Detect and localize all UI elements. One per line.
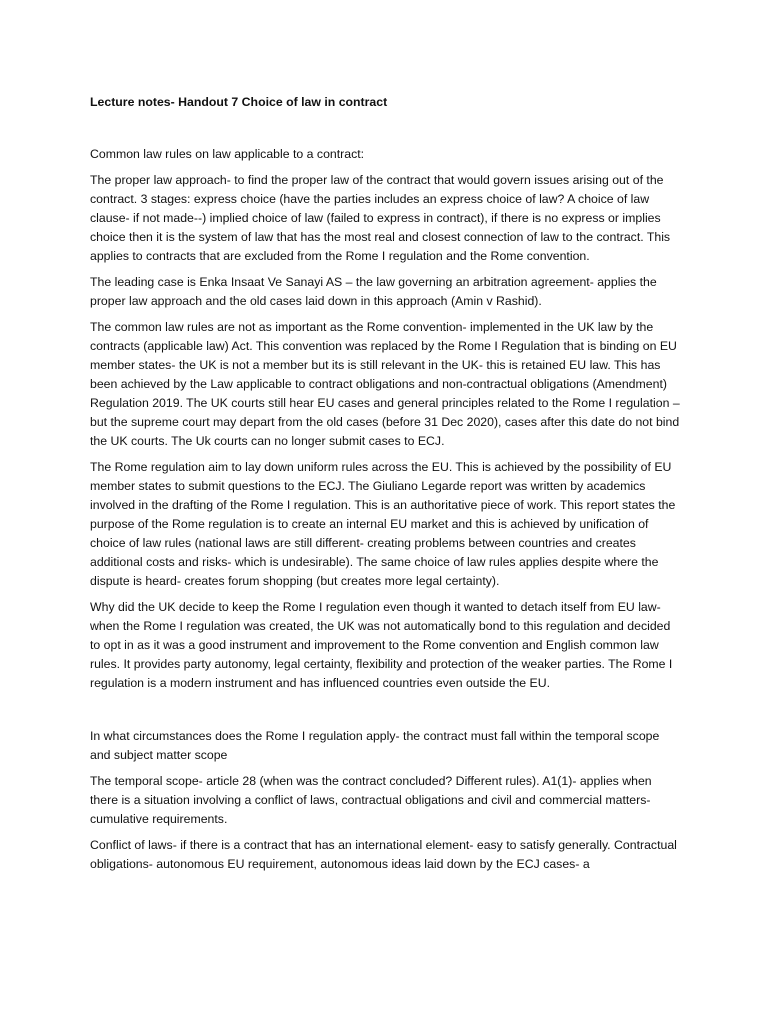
- section-spacer: [90, 700, 682, 727]
- paragraph-leading-case: The leading case is Enka Insaat Ve Sanayi AS – the law governing an arbitration agreement- applies the proper law approach and the old cases laid down in this approach (Amin v Rashid).: [90, 275, 657, 308]
- paragraph-common-law-heading: Common law rules on law applicable to a contract:: [90, 147, 365, 161]
- paragraph-rome-regulation-aim: The Rome regulation aim to lay down uniform rules across the EU. This is achieved by the possibility of EU member states to submit questions to the ECJ. The Giuliano Legarde report was written by academics involved in the drafting of the Rome I regulation. This is an authoritative piece of work. This report states the purpose of the Rome regulation is to create an internal EU market and this is achieved by unification of choice of law rules (national laws are still different- creating problems between countries and creates additional costs and risks- which is undesirable). The same choice of law rules applies despite where the dispute is heard- creates forum shopping (but creates more legal certainty).: [90, 460, 676, 588]
- document-title: Lecture notes- Handout 7 Choice of law in contract: [90, 95, 388, 109]
- paragraph-uk-decision: Why did the UK decide to keep the Rome I regulation even though it wanted to detach itself from EU law- when the Rome I regulation was created, the UK was not automatically bond to this regulation and decided to opt in as it was a good instrument and improvement to the Rome convention and English common law rules. It provides party autonomy, legal certainty, flexibility and protection of the weaker parties. The Rome I regulation is a modern instrument and has influenced countries even outside the EU.: [90, 600, 673, 690]
- paragraph-rome-convention: The common law rules are not as important as the Rome convention- implemented in the UK law by the contracts (applicable law) Act. This convention was replaced by the Rome I Regulation that is binding on EU member states- the UK is not a member but its is still relevant in the UK- this is retained EU law. This has been achieved by the Law applicable to contract obligations and non-contractual obligations (Amendment) Regulation 2019. The UK courts still hear EU cases and general principles related to the Rome I regulation – but the supreme court may depart from the old cases (before 31 Dec 2020), cases after this date do not bind the UK courts. The Uk courts can no longer submit cases to ECJ.: [90, 320, 680, 448]
- document-body: [90, 93, 682, 881]
- paragraph-circumstances: In what circumstances does the Rome I regulation apply- the contract must fall within the temporal scope and subject matter scope: [90, 729, 660, 762]
- paragraph-conflict-of-laws: Conflict of laws- if there is a contract that has an international element- easy to satisfy generally. Contractual obligations- autonomous EU requirement, autonomous ideas laid down by the ECJ cases- a: [90, 838, 677, 871]
- paragraph-temporal-scope: The temporal scope- article 28 (when was the contract concluded? Different rules). A1(1)- applies when there is a situation involving a conflict of laws, contractual obligations and civil and commercial matters- cumulative requirements.: [90, 774, 652, 826]
- paragraph-proper-law-approach: The proper law approach- to find the proper law of the contract that would govern issues arising out of the contract. 3 stages: express choice (have the parties includes an express choice of law? A choice of law clause- if not made--) implied choice of law (failed to express in contract), if there is no express or implies choice then it is the system of law that has the most real and closest connection of law to the contract. This applies to contracts that are excluded from the Rome I regulation and the Rome convention.: [90, 173, 671, 263]
